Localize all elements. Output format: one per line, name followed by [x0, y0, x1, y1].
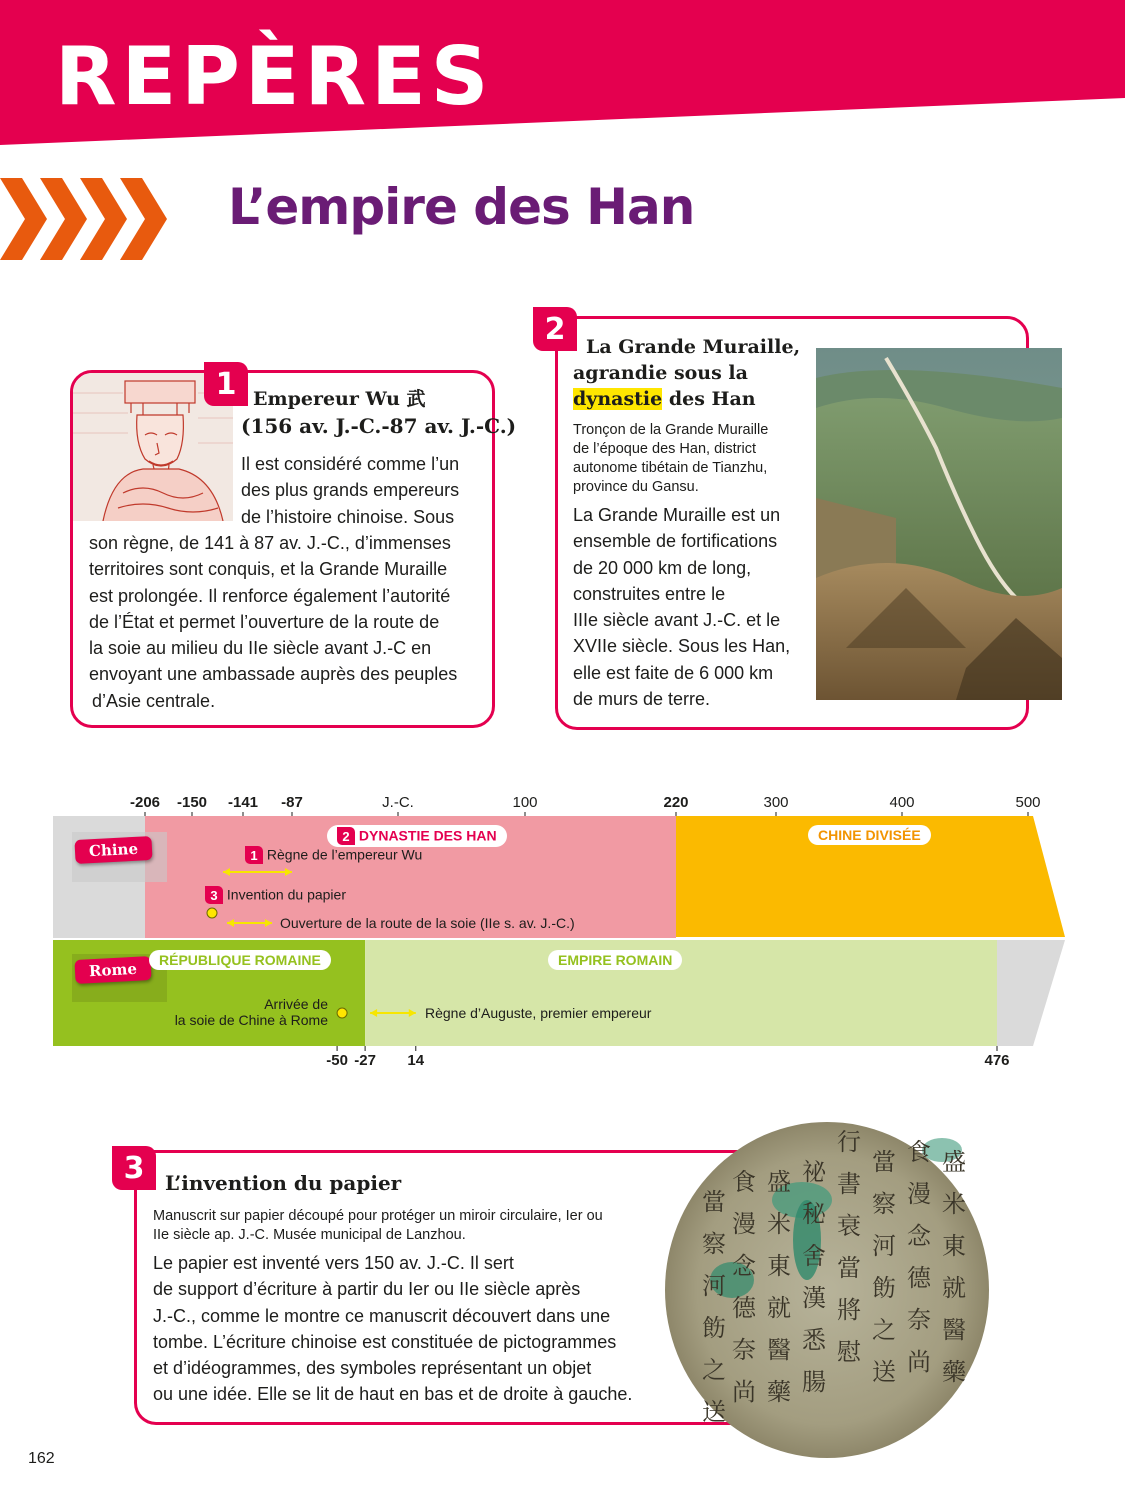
manuscript-glyph: 之	[702, 1356, 726, 1384]
han-badge: 2	[337, 827, 355, 845]
divided-china-label: CHINE DIVISÉE	[808, 825, 931, 845]
great-wall-photo	[816, 348, 1062, 700]
title-line: agrandie sous la	[573, 362, 748, 384]
manuscript-glyph: 舍	[802, 1242, 826, 1270]
manuscript-glyph: 米	[942, 1190, 966, 1218]
manuscript-glyph: 飭	[872, 1274, 896, 1302]
han-dynasty-label	[327, 825, 507, 847]
manuscript-glyph: 德	[907, 1264, 931, 1292]
document-2-badge: 2	[533, 307, 577, 351]
silk-rome-line: Arrivée de	[264, 996, 328, 1012]
top-tick-label: -150	[176, 794, 208, 811]
manuscript-glyph: 食	[732, 1168, 756, 1196]
document-1-dates: (156 av. J.-C.-87 av. J.-C.)	[241, 414, 517, 438]
text-line: La Grande Muraille est un	[573, 505, 781, 525]
top-tick-label: 300	[763, 794, 789, 811]
manuscript-glyph: 盛	[767, 1168, 791, 1196]
title-line	[573, 386, 813, 412]
manuscript-glyph: 行	[837, 1128, 861, 1156]
caption-line: Tronçon de la Grande Muraille	[573, 422, 769, 438]
manuscript-glyph: 漫	[907, 1180, 931, 1208]
manuscript-glyph: 東	[942, 1232, 966, 1260]
text-line: construites entre le	[573, 583, 726, 604]
title-rest: des Han	[662, 388, 756, 410]
manuscript-glyph: 奈	[907, 1306, 931, 1334]
event-silk-road: Ouverture de la route de la soie (IIe s. av. J.-C.)	[280, 915, 575, 931]
top-tick-label: 500	[1015, 794, 1041, 811]
document-3-caption	[153, 1207, 683, 1245]
document-3-badge: 3	[112, 1146, 156, 1190]
top-tick-label: 220	[663, 794, 689, 811]
manuscript-glyph: 尚	[907, 1348, 931, 1376]
top-tick-label: -87	[281, 794, 303, 811]
caption-line: de l’époque des Han, district	[573, 441, 756, 457]
manuscript-glyph: 就	[767, 1294, 791, 1322]
bottom-tick-label: 14	[407, 1052, 425, 1069]
manuscript-glyph: 河	[872, 1232, 896, 1260]
manuscript-glyph: 察	[702, 1230, 726, 1258]
manuscript-glyph: 慰	[837, 1338, 861, 1366]
text-line: ensemble de fortifications	[573, 531, 778, 552]
text-line: tombe. L’écriture chinoise est constituée de pictogrammes	[153, 1331, 617, 1352]
caption-line: province du Gansu.	[573, 479, 699, 495]
top-tick-label: -141	[227, 794, 259, 811]
text-line: des plus grands empereurs	[241, 480, 460, 501]
text-line: la soie au milieu du IIe siècle avant J.-C en	[89, 638, 432, 659]
manuscript-glyph: 念	[732, 1252, 756, 1280]
text-line: de l’État et permet l’ouverture de la route de	[89, 611, 440, 632]
manuscript-glyph: 藥	[767, 1378, 791, 1406]
banner-title: REPÈRES	[55, 30, 494, 123]
text-line: de l’histoire chinoise. Sous	[241, 506, 455, 527]
manuscript-glyph: 米	[767, 1210, 791, 1238]
band-divider	[53, 938, 1065, 940]
highlighted-word: dynastie	[573, 388, 663, 410]
bottom-tick-label: -50	[326, 1052, 348, 1069]
event-paper	[205, 886, 346, 904]
manuscript-glyph: 東	[767, 1252, 791, 1280]
document-1-text-wide	[89, 530, 484, 714]
manuscript-glyph: 衰	[837, 1212, 861, 1240]
event-augustus: Règne d’Auguste, premier empereur	[425, 1005, 652, 1021]
caption-line: autonome tibétain de Tianzhu,	[573, 460, 768, 476]
empire-label: EMPIRE ROMAIN	[548, 950, 682, 970]
text-line: de support d’écriture à partir du Ier ou IIe siècle après	[153, 1279, 581, 1300]
manuscript-glyph: 醫	[942, 1316, 966, 1344]
manuscript-glyph: 河	[702, 1272, 726, 1300]
text-line: territoires sont conquis, et la Grande Muraille	[89, 559, 448, 580]
text-line: envoyant une ambassade auprès des peuples	[89, 664, 458, 685]
manuscript-glyph: 就	[942, 1274, 966, 1302]
top-tick-label: -206	[129, 794, 161, 811]
manuscript-glyph: 漢	[802, 1284, 826, 1312]
silk-rome-line: la soie de Chine à Rome	[174, 1012, 328, 1028]
text-line: elle est faite de 6 000 km	[573, 662, 774, 683]
bottom-tick-label: -27	[354, 1052, 376, 1069]
manuscript-glyph: 奈	[732, 1336, 756, 1364]
text-line: ou une idée. Elle se lit de haut en bas et de droite à gauche.	[153, 1384, 633, 1405]
wu-badge: 1	[245, 846, 263, 864]
top-tick-label: 100	[512, 794, 538, 811]
document-3-title: L’invention du papier	[165, 1171, 402, 1195]
text-line: et d’idéogrammes, des symboles représentant un objet	[153, 1358, 592, 1379]
text-line: XVIIe siècle. Sous les Han,	[573, 636, 791, 657]
document-2-caption	[573, 421, 803, 497]
han-text: DYNASTIE DES HAN	[358, 827, 497, 844]
text-line: IIIe siècle avant J.-C. et le	[573, 610, 781, 631]
chevron-arrows-icon	[0, 178, 170, 260]
post-empire-band	[997, 940, 1065, 1046]
emperor-wu-name: Empereur Wu 武	[253, 388, 426, 410]
text-line: Le papier est inventé vers 150 av. J.-C. Il sert	[153, 1253, 514, 1273]
text-line: d’Asie centrale.	[92, 690, 216, 711]
manuscript-glyph: 腸	[802, 1368, 826, 1396]
page-number: 162	[28, 1450, 55, 1467]
document-2-text	[573, 502, 808, 712]
manuscript-glyph: 當	[872, 1148, 896, 1176]
document-1-title	[253, 386, 483, 412]
text-line: est prolongée. Il renforce également l’autorité	[89, 585, 451, 606]
manuscript-glyph: 將	[837, 1296, 861, 1324]
manuscript-glyph: 書	[837, 1170, 861, 1198]
silk-rome-marker	[337, 1008, 347, 1018]
bottom-tick-label: 476	[984, 1052, 1010, 1069]
caption-line: IIe siècle ap. J.-C. Musée municipal de Lanzhou.	[153, 1227, 466, 1243]
manuscript-glyph: 當	[837, 1254, 861, 1282]
manuscript-glyph: 秘	[802, 1200, 826, 1228]
manuscript-glyph: 送	[872, 1358, 896, 1386]
wu-text: Règne de l’empereur Wu	[266, 846, 423, 863]
event-silk-rome	[160, 996, 328, 1028]
manuscript-glyph: 德	[732, 1294, 756, 1322]
title-line: La Grande Muraille,	[586, 336, 801, 358]
document-3-text	[153, 1250, 683, 1408]
manuscript-glyph: 祕	[802, 1158, 826, 1186]
china-tag: Chine	[74, 836, 152, 864]
timeline-bottom-ticks	[326, 1046, 1009, 1069]
manuscript-glyph: 念	[907, 1222, 931, 1250]
manuscript-glyph: 食	[907, 1138, 931, 1166]
text-line: de 20 000 km de long,	[573, 557, 752, 578]
manuscript-glyph: 當	[702, 1188, 726, 1216]
event-wu-reign	[245, 846, 422, 864]
document-2-title	[573, 334, 813, 412]
top-tick-label: J.-C.	[382, 794, 414, 811]
document-1-text-narrow	[241, 451, 481, 530]
page-title: L’empire des Han	[228, 178, 695, 236]
manuscript-glyph: 察	[872, 1190, 896, 1218]
manuscript-glyph: 尚	[732, 1378, 756, 1406]
paper-badge: 3	[205, 886, 223, 904]
caption-line: Manuscrit sur papier découpé pour protéger un miroir circulaire, Ier ou	[153, 1208, 603, 1224]
text-line: son règne, de 141 à 87 av. J.-C., d’immenses	[89, 533, 451, 553]
paper-text: Invention du papier	[226, 886, 346, 903]
manuscript-glyph: 送	[702, 1398, 726, 1426]
manuscript-glyph: 藥	[942, 1358, 966, 1386]
manuscript-glyph: 漫	[732, 1210, 756, 1238]
text-line: J.-C., comme le montre ce manuscrit découvert dans une	[153, 1305, 611, 1326]
rome-tag: Rome	[74, 956, 151, 984]
paper-manuscript-photo	[662, 1120, 992, 1460]
manuscript-glyph: 之	[872, 1316, 896, 1344]
manuscript-glyph: 盛	[942, 1148, 966, 1176]
paper-marker	[207, 908, 217, 918]
manuscript-glyph: 飭	[702, 1314, 726, 1342]
top-tick-label: 400	[889, 794, 915, 811]
republic-label: RÉPUBLIQUE ROMAINE	[149, 950, 331, 970]
timeline-top-ticks	[130, 794, 1041, 816]
manuscript-glyph: 悉	[802, 1326, 826, 1354]
text-line: de murs de terre.	[573, 689, 711, 710]
text-line: Il est considéré comme l’un	[241, 454, 460, 474]
document-1-badge: 1	[204, 362, 248, 406]
manuscript-glyph: 醫	[767, 1336, 791, 1364]
